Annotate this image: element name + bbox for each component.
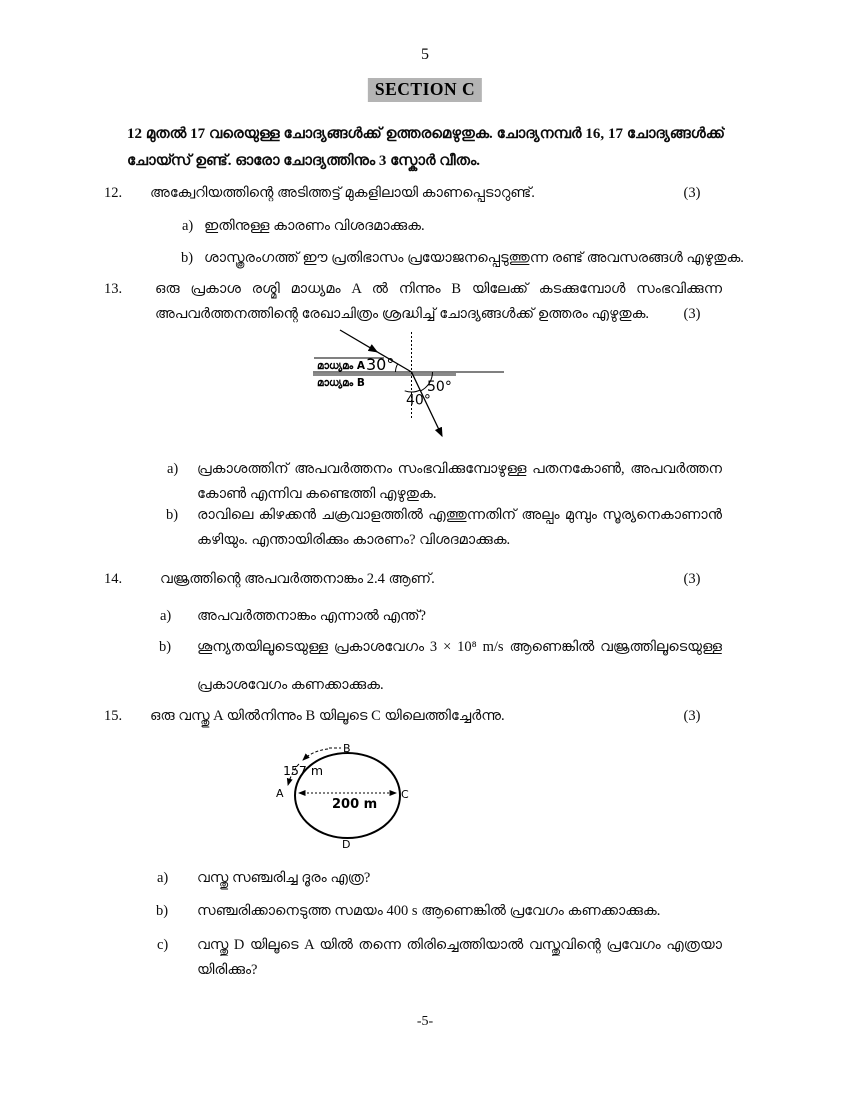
point-d-label: D [342,838,351,851]
point-c-label: C [401,788,409,801]
q13-text-line1: ഒരു പ്രകാശ രശ്മി മാധ്യമം A ൽ നിന്നും B യിലേക്ക് കടക്കുമ്പോൾ സംഭവിക്കുന്ന [155,281,722,297]
circular-path-diagram [268,738,423,860]
q15-b-label: b) [156,903,169,919]
q12-number: 12. [104,185,123,201]
incident-ray [340,330,377,352]
medium-b-label: മാധ്യമം B [317,377,365,389]
q14-text: വജ്രത്തിന്റെ അപവർത്തനാങ്കം 2.4 ആണ്. [160,571,435,587]
q12-text: അക്വേറിയത്തിന്റെ അടിത്തട്ട് മുകളിലായി കാണപ്പെടാറുണ്ട്. [150,185,535,201]
q12-b-text: ശാസ്ത്രരംഗത്ത് ഈ പ്രതിഭാസം പ്രയോജനപ്പെടുത്തുന്ന രണ്ട് അവസരങ്ങൾ എഴുതുക. [204,250,744,266]
instructions-line2: ചോയ്സ് ഉണ്ട്. ഓരോ ചോദ്യത്തിനും 3 സ്കോർ വീതം. [127,153,481,169]
q14-a-text: അപവർത്തനാങ്കം എന്നാൽ എന്ത്? [197,608,426,624]
q15-text: ഒരു വസ്തു A യിൽനിന്നും B യിലൂടെ C യിലെത്തിച്ചേർന്നു. [150,708,505,724]
angle-arc-30 [396,364,398,372]
q13-a-line1: പ്രകാശത്തിന് അപവർത്തനം സംഭവിക്കുമ്പോഴുള്ള പതനകോൺ, അപവർത്തന [197,461,722,477]
q14-a-label: a) [160,608,172,624]
q13-text-line2: അപവർത്തനത്തിന്റെ രേഖാചിത്രം ശ്രദ്ധിച്ച് ചോദ്യങ്ങൾക്ക് ഉത്തരം എഴുതുക. [155,306,650,322]
arc-length-label: 157 m [283,763,324,778]
medium-a-label: മാധ്യമം A [317,360,365,372]
q14-number: 14. [104,571,123,587]
q12-b-label: b) [181,250,194,266]
q14-b-label: b) [159,639,172,655]
point-b-label: B [343,742,351,755]
q13-b-line2: കഴിയും. എന്തായിരിക്കും കാരണം? വിശദമാക്കുക. [197,532,511,548]
q14-b-line1: ശൂന്യതയിലൂടെയുള്ള പ്രകാശവേഗം 3 × 10⁸ m/s ആണെങ്കിൽ വജ്രത്തിലൂടെയുള്ള [197,639,722,655]
section-title: SECTION C [368,78,482,102]
q13-a-label: a) [167,461,179,477]
page-number-bottom: -5- [416,1014,434,1029]
q15-c-label: c) [157,937,169,953]
q14-b-line2: പ്രകാശവേഗം കണക്കാക്കുക. [197,677,384,693]
q13-marks: (3) [683,306,701,322]
q13-number: 13. [104,281,123,297]
page-number-top: 5 [421,46,429,63]
q12-a-text: ഇതിനുള്ള കാരണം വിശദമാക്കുക. [204,218,425,234]
q15-a-text: വസ്തു സഞ്ചരിച്ച ദൂരം എത്ര? [197,870,371,886]
angle-30-label: 30° [366,355,395,374]
q15-number: 15. [104,708,123,724]
q15-c-line2: യിരിക്കും? [197,962,258,978]
q15-a-label: a) [157,870,169,886]
angle-50-label: 50° [427,379,452,395]
point-a-label: A [276,787,284,800]
q12-marks: (3) [683,185,701,201]
q15-marks: (3) [683,708,701,724]
instructions-line1: 12 മുതൽ 17 വരെയുള്ള ചോദ്യങ്ങൾക്ക് ഉത്തരമെഴുതുക. ചോദ്യനമ്പർ 16, 17 ചോദ്യങ്ങൾക്ക് [127,126,725,142]
q14-marks: (3) [683,571,701,587]
angle-40-label: 40° [406,392,431,409]
q12-a-label: a) [182,218,194,234]
diameter-label: 200 m [332,797,378,812]
q13-a-line2: കോൺ എന്നിവ കണ്ടെത്തി എഴുതുക. [197,486,437,502]
q15-b-text: സഞ്ചരിക്കാനെടുത്ത സമയം 400 s ആണെങ്കിൽ പ്രവേഗം കണക്കാക്കുക. [197,903,661,919]
q15-c-line1: വസ്തു D യിലൂടെ A യിൽ തന്നെ തിരിച്ചെത്തിയാൽ വസ്തുവിന്റെ പ്രവേഗം എത്രയാ [197,937,722,953]
q13-b-line1: രാവിലെ കിഴക്കൻ ചക്രവാളത്തിൽ എത്തുന്നതിന് അല്പം മുമ്പും സൂര്യനെകാണാൻ [197,507,722,523]
arc-arrow-b-to-a-upper [303,749,328,760]
q13-b-label: b) [166,507,179,523]
refraction-diagram [300,325,520,447]
